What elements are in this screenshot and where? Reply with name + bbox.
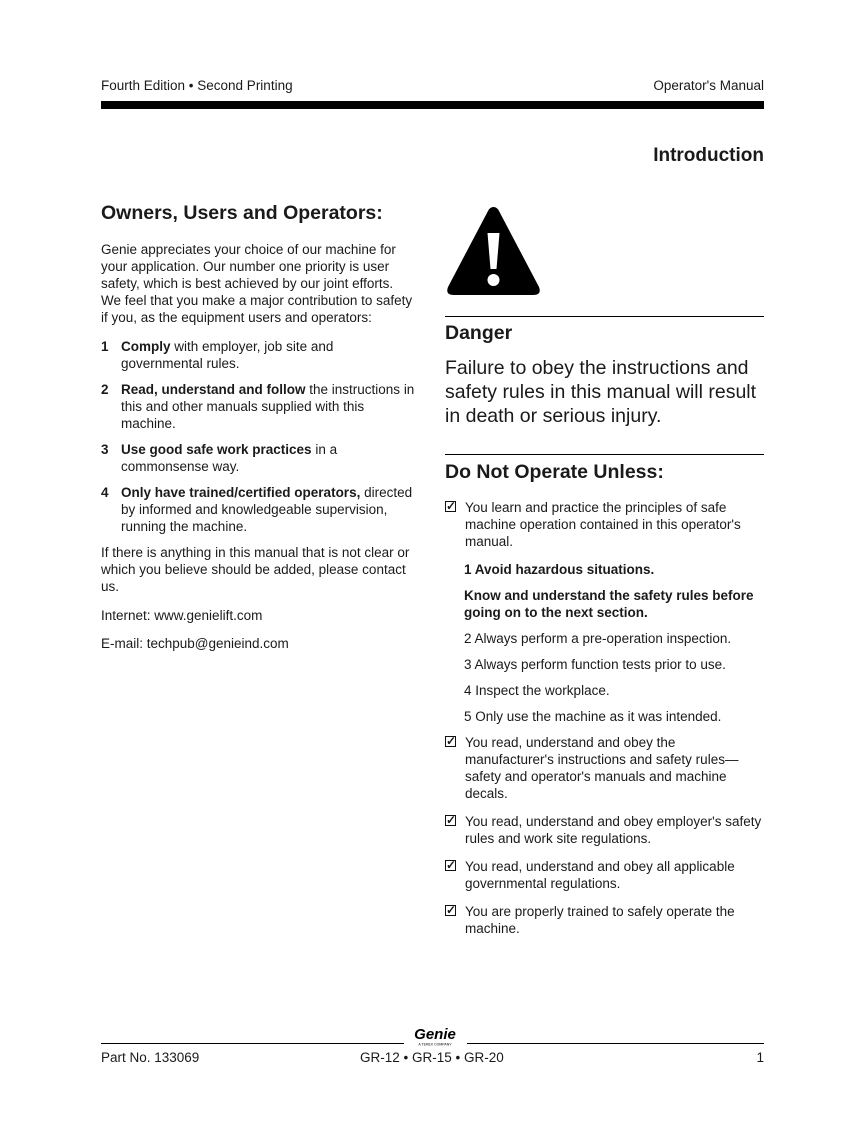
checklist-item: ✓ You read, understand and obey employer's safety rules and work site regulations. <box>446 813 762 846</box>
do-not-operate-heading: Do Not Operate Unless: <box>445 461 664 483</box>
email-link[interactable]: E-mail: techpub@genieind.com <box>101 636 289 651</box>
list-item: 1 Comply with employer, job site and governmental rules. <box>101 339 334 371</box>
do-not-operate-rule <box>445 454 764 455</box>
checklist-item: ✓ You are properly trained to safely operate the machine. <box>446 903 735 936</box>
checkbox-icon: ✓ <box>446 813 457 827</box>
sub-item-avoid-hazards: 1 Avoid hazardous situations. <box>464 562 655 577</box>
owners-closing: If there is anything in this manual that is not clear or which you believe should be added, please contact us. <box>101 545 410 594</box>
header-manual-title: Operator's Manual <box>653 78 764 93</box>
danger-heading: Danger <box>445 322 513 344</box>
list-item: 3 Use good safe work practices in a commonsense way. <box>101 442 338 474</box>
list-item: 4 Only have trained/certified operators, directed by informed and knowledgeable supervision, running the machine. <box>101 485 413 534</box>
footer-part-number: Part No. 133069 <box>101 1050 200 1065</box>
owners-intro: Genie appreciates your choice of our machine for your application. Our number one priority is user safety, which is best achieved by our joint efforts. We feel that you make a major contribution to safety if you, as the equipment users and operators: <box>101 242 413 325</box>
checklist-item: ✓ You read, understand and obey all applicable governmental regulations. <box>446 858 735 891</box>
sub-item: 5 Only use the machine as it was intended. <box>464 709 722 724</box>
checklist-item: ✓ You learn and practice the principles of safe machine operation contained in this operator's manual. <box>446 499 741 549</box>
footer-rule-right <box>467 1043 764 1044</box>
header-rule <box>101 101 764 109</box>
owners-list <box>101 338 415 535</box>
checklist-item: ✓ You read, understand and obey the manufacturer's instructions and safety rules—safety and operator's manuals and machine decals. <box>446 734 739 801</box>
danger-text: Failure to obey the instructions and safety rules in this manual will result in death or serious injury. <box>445 357 757 427</box>
danger-rule <box>445 316 764 317</box>
header-edition: Fourth Edition • Second Printing <box>101 78 293 93</box>
list-item: 2 Read, understand and follow the instructions in this and other manuals supplied with this machine. <box>101 382 415 431</box>
checkbox-icon: ✓ <box>446 903 457 917</box>
owners-heading: Owners, Users and Operators: <box>101 202 383 224</box>
section-title: Introduction <box>653 145 764 166</box>
do-not-operate-list <box>445 499 765 948</box>
genie-logo <box>409 1025 461 1047</box>
svg-text:Genie: Genie <box>414 1026 456 1043</box>
checkbox-icon: ✓ <box>446 858 457 872</box>
checkbox-icon: ✓ <box>446 734 457 748</box>
owners-section <box>101 202 415 663</box>
sub-item: 2 Always perform a pre-operation inspection. <box>464 631 732 646</box>
svg-text:A TEREX COMPANY: A TEREX COMPANY <box>418 1042 452 1047</box>
internet-link[interactable]: Internet: www.genielift.com <box>101 608 263 623</box>
checkbox-icon: ✓ <box>446 499 457 513</box>
warning-triangle-icon <box>445 203 542 299</box>
sub-item-know-rules: Know and understand the safety rules before going on to the next section. <box>464 588 754 620</box>
footer-models: GR-12 • GR-15 • GR-20 <box>360 1050 504 1065</box>
sub-item: 4 Inspect the workplace. <box>464 683 610 698</box>
footer-rule-left <box>101 1043 404 1044</box>
sub-item: 3 Always perform function tests prior to use. <box>464 657 726 672</box>
page-number: 1 <box>756 1050 764 1065</box>
